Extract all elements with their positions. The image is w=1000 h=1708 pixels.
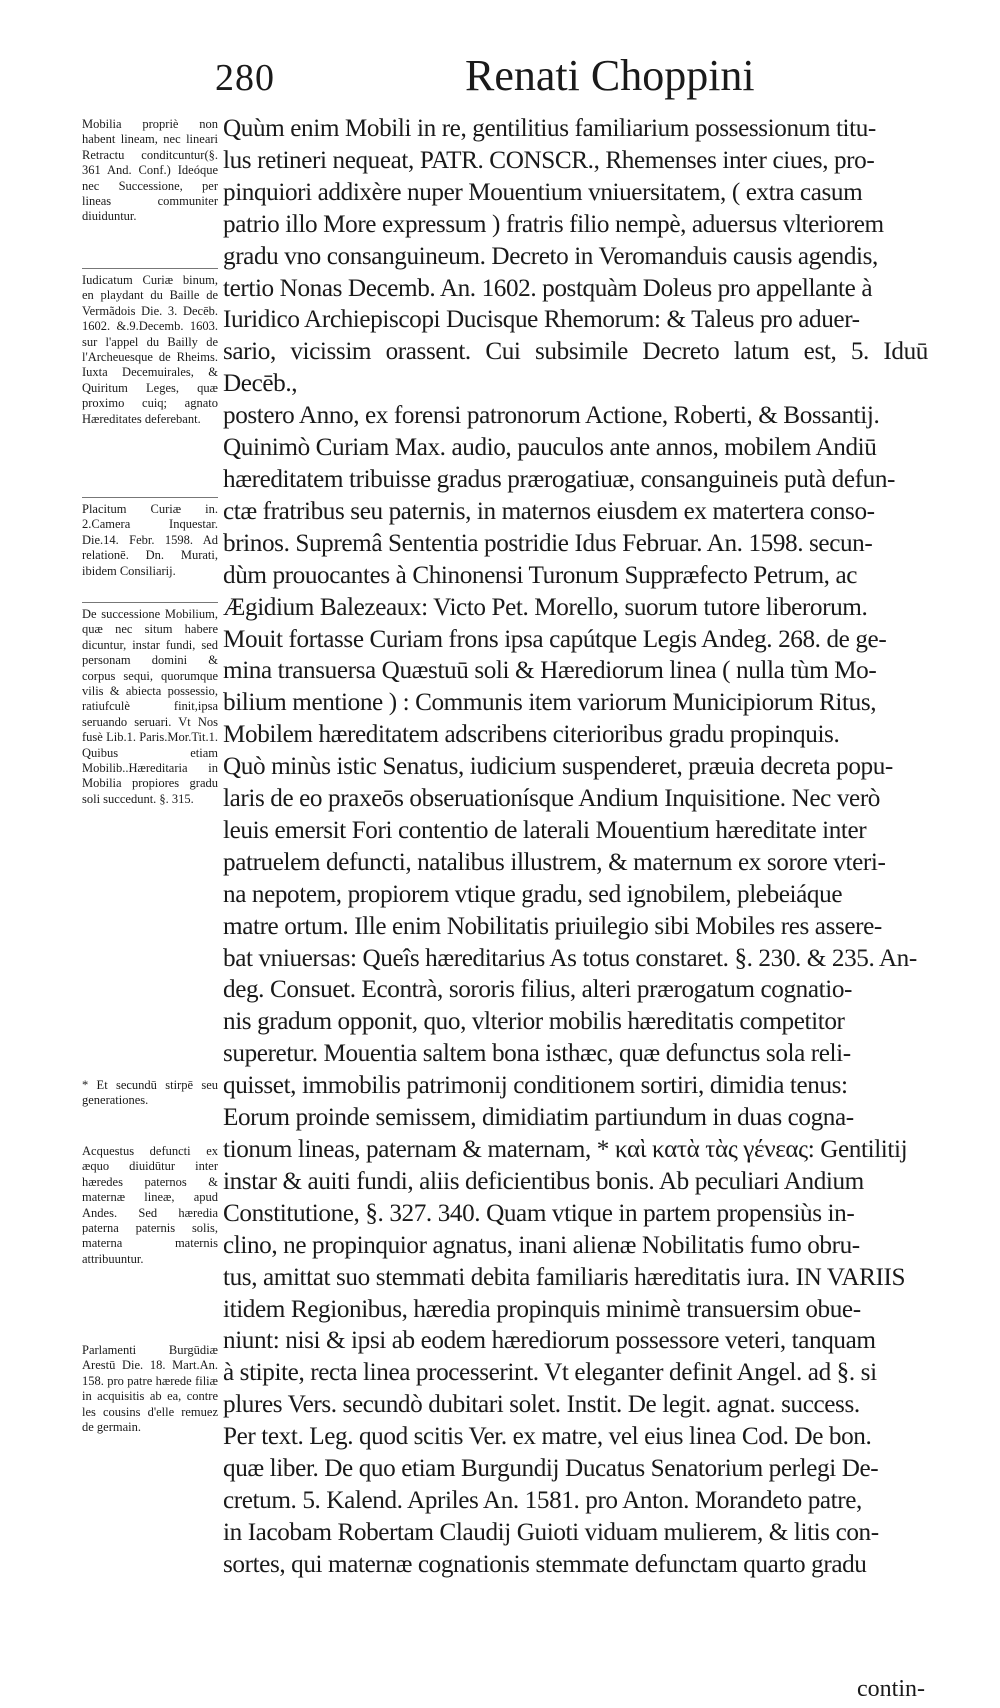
text-line: Eorum proinde semissem, dimidiatim partiundum in duas cogna- [223, 1104, 854, 1132]
text-line: instar & auiti fundi, aliis deficientibus bonis. Ab peculiari Andium [223, 1167, 864, 1195]
text-line: ctæ fratribus seu paternis, in maternos eiusdem ex matertera conso- [223, 497, 875, 525]
page-number: 280 [215, 57, 275, 99]
text-line: laris de eo praxeōs obseruationísque Andium Inquisitione. Nec verò [223, 785, 880, 813]
text-line: Constitutione, §. 327. 340. Quam vtique in partem propensiùs in- [223, 1199, 855, 1227]
margin-note: Iudicatum Curiæ binum, en playdant du Baille de Vermãdois Die. 3. Decēb. 1602. &.9.Decemb. 1603. sur l'appel du Bailly de l'Archeuesque de Rheims. Iuxta Decemuirales, & Quiritum Leges, quæ proximo cuiq; agnato Hæreditates deferebant. [82, 273, 218, 426]
text-line: cretum. 5. Kalend. Apriles An. 1581. pro Anton. Morandeto patre, [223, 1486, 862, 1514]
text-line: quisset, immobilis patrimonij conditionem sortiri, dimidia tenus: [223, 1072, 848, 1100]
text-line: nis gradum opponit, quo, vlterior mobilis hæreditatis competitor [223, 1008, 845, 1036]
text-line: mina transuersa Quæstuū soli & Hærediorum linea ( nulla tùm Mo- [223, 657, 877, 685]
text-line: Quinimò Curiam Max. audio, pauculos ante annos, mobilem Andiū [223, 434, 877, 462]
text-line: tertio Nonas Decemb. An. 1602. postquàm Doleus pro appellante à [223, 274, 873, 302]
text-line: sario, vicissim orassent. Cui subsimile Decreto latum est, 5. Iduū Decēb., [223, 338, 928, 398]
text-line: Ægidium Balezeaux: Victo Pet. Morello, suorum tutore liberorum. [223, 593, 868, 621]
text-line: in Iacobam Robertam Claudij Guioti viduam mulierem, & litis con- [223, 1518, 879, 1546]
text-line: bilium mentione ) : Communis item variorum Municipiorum Ritus, [223, 689, 877, 717]
text-line: dùm prouocantes à Chinonensi Turonum Suppræfecto Petrum, ac [223, 561, 858, 589]
text-line: sortes, qui maternæ cognationis stemmate defunctam quarto gradu [223, 1550, 867, 1578]
text-line: lus retineri nequeat, PATR. CONSCR., Rhemenses inter ciues, pro- [223, 146, 875, 174]
text-line: hæreditatem tribuisse gradus prærogatiuæ, consanguineis putà defun- [223, 465, 896, 493]
text-line: leuis emersit Fori contentio de laterali Mouentium hæreditate inter [223, 816, 867, 844]
text-line: gradu vno consanguineum. Decreto in Veromanduis causis agendis, [223, 242, 878, 270]
margin-note: * Et secundū stirpē seu generationes. [82, 1078, 218, 1108]
margin-note: Acquestus defuncti ex æquo diuidūtur inter hæredes paternos & maternæ lineæ, apud Andes. Sed hæredia paterna paternis solis, materna maternis attribuuntur. [82, 1144, 218, 1266]
text-line: plures Vers. secundò dubitari solet. Instit. De legit. agnat. success. [223, 1391, 860, 1419]
text-line: patrio illo More expressum ) fratris filio nempè, aduersus vlteriorem [223, 210, 884, 238]
text-line: matre ortum. Ille enim Nobilitatis priuilegio sibi Mobiles res assere- [223, 912, 882, 940]
margin-note: Placitum Curiæ in. 2.Camera Inquestar. Die.14. Febr. 1598. Ad relationē. Dn. Murati, ibidem Consiliarij. [82, 502, 218, 578]
text-line: deg. Consuet. Econtrà, sororis filius, alteri prærogatum cognatio- [223, 976, 853, 1004]
text-line: quæ liber. De quo etiam Burgundij Ducatus Senatorium perlegi De- [223, 1455, 879, 1483]
text-line: à stipite, recta linea processerint. Vt eleganter definit Angel. ad §. si [223, 1359, 877, 1387]
catchword: contin- [857, 1676, 925, 1702]
text-line: postero Anno, ex forensi patronorum Actione, Roberti, & Bossantij. [223, 402, 880, 430]
margin-note: De successione Mobilium, quæ nec situm habere dicuntur, instar fundi, sed personam domini & corpus sequi, quorumque vilis & abiecta possessio, ratiufculè finit,ipsa seruando seruari. Vt Nos fusè Lib.1. Paris.Mor.Tit.1. Quibus etiam Mobilib..Hæreditaria in Mobilia propiores gradu soli succedunt. §. 315. [82, 607, 218, 806]
text-line: bat vniuersas: Queîs hæreditarius As totus constaret. §. 230. & 235. An- [223, 944, 917, 972]
text-line: patruelem defuncti, natalibus illustrem, & maternum ex sorore vteri- [223, 848, 886, 876]
text-line: Mouit fortasse Curiam frons ipsa capútque Legis Andeg. 268. de ge- [223, 625, 887, 653]
text-line: tus, amittat suo stemmati debita familiaris hæreditatis iura. IN VARIIS [223, 1263, 906, 1291]
text-line: clino, ne propinquior agnatus, inani alienæ Nobilitatis fumo obru- [223, 1231, 860, 1259]
text-line: Per text. Leg. quod scitis Ver. ex matre, vel eius linea Cod. De bon. [223, 1423, 872, 1451]
text-line: pinquiori addixère nuper Mouentium vniuersitatem, ( extra casum [223, 178, 863, 206]
main-text [223, 113, 928, 1581]
text-line: itidem Regionibus, hæredia propinquis minimè transuersim obue- [223, 1295, 861, 1323]
text-line: Mobilem hæreditatem adscribens citerioribus gradu propinquis. [223, 721, 840, 749]
text-line: superetur. Mouentia saltem bona isthæc, quæ defunctus sola reli- [223, 1040, 851, 1068]
text-line: tionum lineas, paternam & maternam, * καὶ κατὰ τὰς γένεας: Gentilitij [223, 1136, 908, 1163]
text-line: Iuridico Archiepiscopi Ducisque Rhemorum: & Taleus pro aduer- [223, 306, 860, 334]
margin-note: Mobilia propriè non habent lineam, nec lineari Retractu conditcuntur(§. 361 And. Conf.) Ideóque nec Successione, per lineas communiter diuiduntur. [82, 117, 218, 224]
text-line: Quùm enim Mobili in re, gentilitius familiarium possessionum titu- [223, 115, 876, 142]
running-title: Renati Choppini [465, 51, 755, 100]
margin-note: Parlamenti Burgūdiæ Arestū Die. 18. Mart.An. 158. pro patre hærede filiæ in acquisitis ab ea, contre les cousins d'elle remuez de germain. [82, 1343, 218, 1435]
text-line: na nepotem, propiorem vtique gradu, sed ignobilem, plebeiáque [223, 880, 843, 908]
text-line: brinos. Supremâ Sententia postridie Idus Februar. An. 1598. secun- [223, 529, 873, 557]
page-header [215, 50, 915, 110]
text-line: Quò minùs istic Senatus, iudicium suspenderet, præuia decreta popu- [223, 753, 893, 781]
text-line: niunt: nisi & ipsi ab eodem hærediorum possessore veteri, tanquam [223, 1327, 876, 1355]
